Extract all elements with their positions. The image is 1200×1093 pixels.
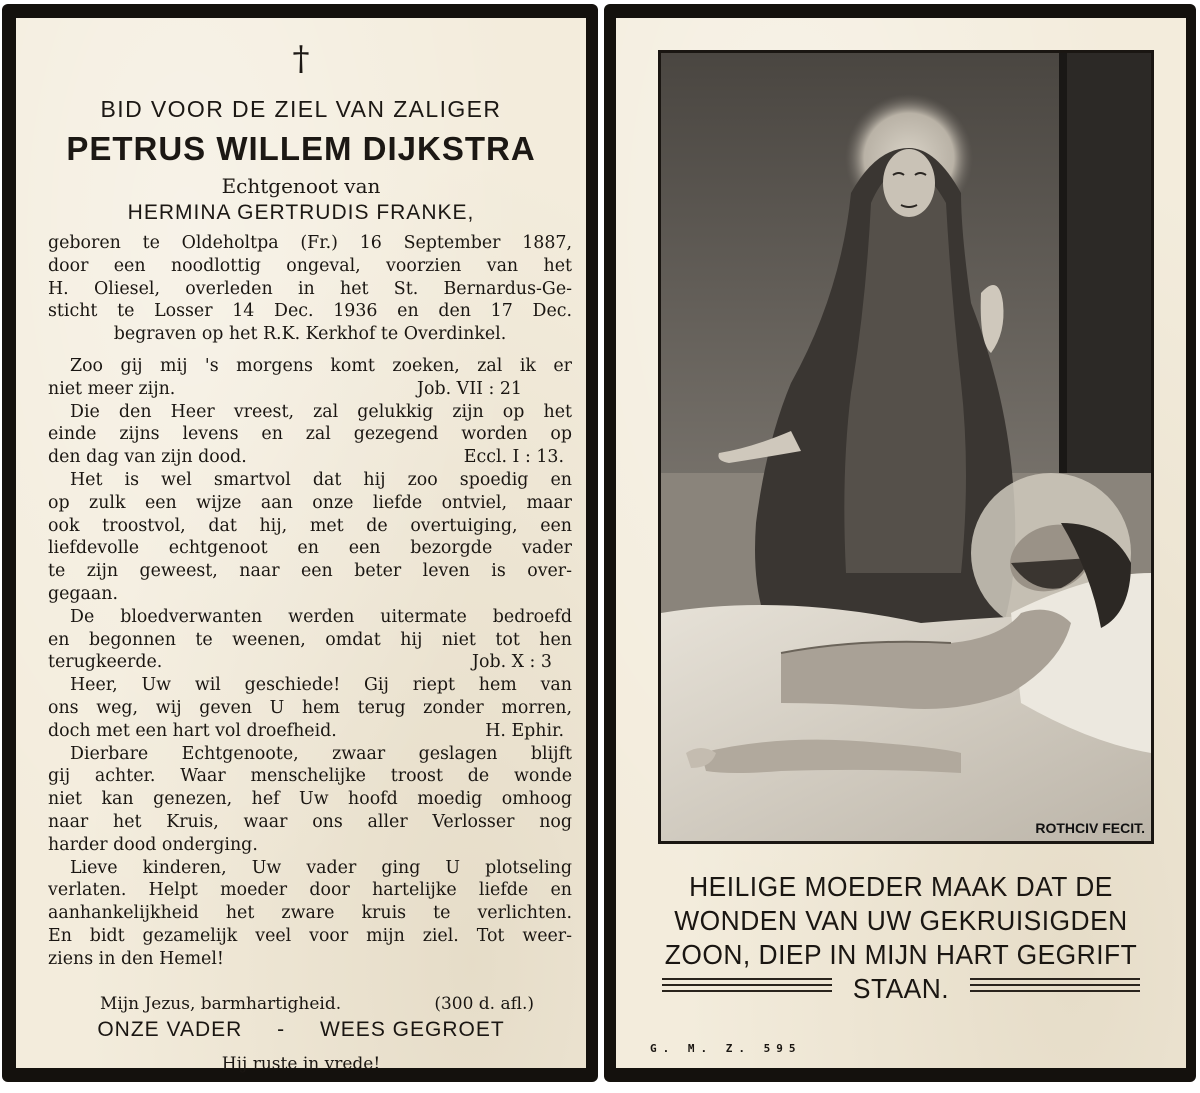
indulgence-note: (300 d. afl.) — [434, 994, 534, 1014]
verse-line: einde zijns levens en zal gezegend worden op — [48, 424, 572, 445]
verse-line: aanhankelijkheid het zware kruis te verlichten. — [48, 903, 572, 924]
memorial-card-image-side — [604, 4, 1196, 1082]
verse-line: En bidt gezamelijk veel voor mijn ziel. Tot weer- — [48, 925, 572, 946]
closing-line: Hij ruste in vrede! — [221, 1054, 381, 1074]
bio-line: door een noodlottig ongeval, voorzien van het — [48, 255, 572, 276]
spouse-name: HERMINA GERTRUDIS FRANKE, — [127, 201, 475, 224]
scripture-reference: Job. X : 3 — [472, 652, 552, 673]
prayer-our-father: ONZE VADER — [97, 1018, 243, 1041]
verse-line: verlaten. Helpt moeder door hartelijke liefde en — [48, 880, 572, 901]
spouse-label: Echtgenoot van — [221, 174, 381, 198]
verse-line: naar het Kruis, waar ons aller Verlosser nog — [48, 811, 572, 832]
bio-line: H. Oliesel, overleden in het St. Bernardus-Ge- — [48, 278, 572, 299]
print-code: G. M. Z. 595 — [650, 1042, 802, 1055]
cross-icon: † — [292, 39, 310, 79]
caption-line: HEILIGE MOEDER MAAK DAT DE — [689, 871, 1113, 902]
verse-line: gij achter. Waar menschelijke troost de wonde — [48, 766, 572, 787]
verse-line: Dierbare Echtgenoote, zwaar geslagen blijft — [70, 743, 572, 764]
card-paper — [16, 18, 586, 1074]
prayer-hail-mary: WEES GEGROET — [319, 1018, 505, 1041]
verse-line: Het is wel smartvol dat hij zoo spoedig en — [70, 469, 572, 490]
verse-line: ook troostvol, dat hij, met de overtuiging, een — [48, 515, 572, 536]
verse-last-line: den dag van zijn dood. Eccl. I : 13. — [48, 446, 572, 469]
verse-line: en begonnen te weenen, omdat hij niet tot hen — [48, 629, 572, 650]
deceased-name: PETRUS WILLEM DIJKSTRA — [66, 130, 536, 167]
verse-last-line: niet meer zijn. Job. VII : 21 — [48, 378, 572, 401]
intro-heading: BID VOOR DE ZIEL VAN ZALIGER — [100, 96, 502, 122]
verse-line: niet kan genezen, hef Uw hoofd moedig omhoog — [48, 789, 572, 810]
verse-line: Zoo gij mij 's morgens komt zoeken, zal ik er — [70, 355, 572, 376]
bio-line: sticht te Losser 14 Dec. 1936 en den 17 Dec. — [48, 301, 572, 322]
caption-line: ZOON, DIEP IN MIJN HART GEGRIFT — [664, 939, 1138, 970]
prayer-separator: - — [277, 1018, 286, 1041]
bio-line: geboren te Oldeholtpa (Fr.) 16 September 1887, — [48, 233, 572, 253]
verse-last-line: gegaan. — [48, 583, 119, 604]
scripture-reference: Eccl. I : 13. — [463, 447, 564, 468]
decorative-rule-right — [970, 978, 1140, 996]
verse-last-line: ziens in den Hemel! — [48, 948, 224, 969]
verse-last-line: doch met een hart vol droefheid. H. Ephir. — [48, 720, 572, 743]
scripture-reference: Job. VII : 21 — [417, 378, 522, 399]
verse-last-line: terugkeerde. Job. X : 3 — [48, 651, 572, 674]
verse-last-line: harder dood onderging. — [48, 834, 258, 855]
bio-line: begraven op het R.K. Kerkhof te Overdinkel. — [113, 324, 507, 345]
caption-line: WONDEN VAN UW GEKRUISIGDEN — [674, 905, 1128, 936]
decorative-rule-left — [662, 978, 832, 996]
verse-line: ons weg, wij geven U hem terug zonder morren, — [48, 697, 572, 718]
devotional-illustration — [658, 50, 1154, 844]
prayer-row — [16, 1018, 586, 1042]
verse-line: Die den Heer vreest, zal gelukkig zijn op het — [70, 401, 572, 422]
scripture-reference: H. Ephir. — [485, 720, 564, 741]
pieta-drawing — [661, 53, 1151, 841]
verse-line: liefdevolle echtgenoot en een bezorgde vader — [48, 538, 572, 559]
card-paper — [616, 18, 1186, 1068]
artist-signature: ROTHCIV FECIT. — [1035, 820, 1145, 836]
verse-line: op zulk een wijze aan onze liefde ontviel, maar — [48, 492, 572, 513]
verse-line: te zijn geweest, naar een beter leven is over- — [48, 561, 572, 582]
verse-line: Lieve kinderen, Uw vader ging U plotseling — [70, 857, 572, 878]
caption-line: STAAN. — [852, 973, 950, 1004]
memorial-text — [48, 232, 572, 971]
verse-line: Heer, Uw wil geschiede! Gij riept hem van — [70, 675, 572, 696]
aspiration-prayer: Mijn Jezus, barmhartigheid. — [100, 994, 342, 1014]
memorial-card-text-side — [2, 4, 598, 1082]
verse-line: De bloedverwanten werden uitermate bedroefd — [70, 606, 572, 627]
